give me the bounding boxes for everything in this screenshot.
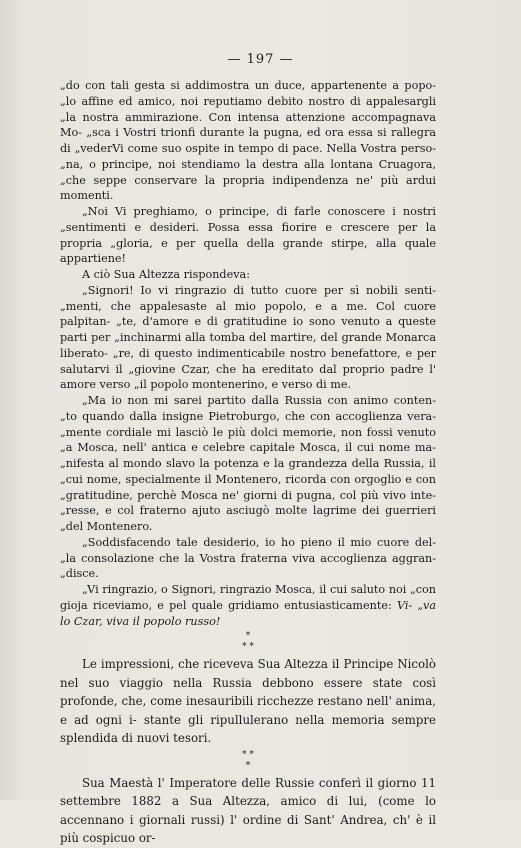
paragraph-7 [60,582,436,629]
body-text [60,78,436,848]
paragraph-7-italic: Vi- „va lo Czar, viva il popolo russo! [60,598,436,628]
asterism-2-bottom: * [245,760,251,771]
paragraph-2: „Noi Vi preghiamo, o principe, di farle conoscere i nostri „sentimenti e desideri. Possa essa fiorire e crescere per la propria „gloria, e per quella della grande stirpe, alla quale appartiene! [60,205,436,266]
paragraph-1: „do con tali gesta si addimostra un duce, appartenente a popo- „lo affine ed amico, noi reputiamo debito nostro di appalesargli „la nostra ammirazione. Con intensa attenzione accompagnava Mo- „sca i Vostri trionfi durante la pugna, ed ora essa si rallegra di „vederVi come suo ospite in tempo di pace. Nella Vostra perso- „na, o principe, noi stendiamo la destra alla lontana Cruagora, „che seppe conservare la propria indipendenza ne' più ardui momenti. [60,79,436,203]
paragraph-9: Sua Maestà l' Imperatore delle Russie conferì il giorno 11 settembre 1882 a Sua Altezza, amico di lui, (come lo accennano i giornali russi) l' ordine di Sant' Andrea, ch' è il più cospicuo or- [60,775,436,846]
asterism-1-bottom: * * [242,642,254,653]
asterism-1 [60,631,436,653]
paragraph-5: „Ma io non mi sarei partito dalla Russia con animo conten- „to quando dalla insigne Pietroburgo, che con accoglienza vera- „mente cordiale mi lasciò le più dolci memorie, non fossi venuto „a Mosca, nell' antica e celebre capitale Mosca, il cui nome ma- „nifesta al mondo slavo la potenza e la grandezza della Russia, il „cui nome, specialmente il Montenero, ricorda con orgoglio e con „gratitudine, perchè Mosca ne' giorni di pugna, col più vivo inte- „resse, e col fraterno ajuto asciugò molte lagrime dei guerrieri „del Montenero. [60,394,436,533]
asterism-2 [60,750,436,772]
paragraph-7-text: „Vi ringrazio, o Signori, ringrazio Mosca, il cui saluto noi „con gioja riceviamo, e pel quale gridiamo entusiasticamente: [60,583,436,612]
page-number: — 197 — [227,52,294,67]
paragraph-3: A ciò Sua Altezza rispondeva: [82,268,250,281]
paragraph-6: „Soddisfacendo tale desiderio, io ho pieno il mio cuore del- „la consolazione che la Vostra fraterna viva accoglienza aggran- „disce. [60,535,436,581]
paragraph-8: Le impressioni, che riceveva Sua Altezza il Principe Nicolò nel suo viaggio nella Russia debbono essere state così profonde, che, come inesauribili ricchezze restano nell' anima, e ad ogni i- stante gli ripullulerano nella memoria sempre splendida di nuovi tesori. [60,657,436,746]
asterism-2-top: * * [242,749,254,760]
paragraph-4: „Signori! Io vi ringrazio di tutto cuore per sì nobili senti- „menti, che appalesaste al mio popolo, e a me. Col cuore palpitan- „te, d'amore e di gratitudine io sono venuto a queste parti per „inchinarmi alla tomba del martire, del grande Monarca liberato- „re, di questo indimenticabile nostro benefattore, e per salutarvi il „giovine Czar, che ha ereditato dal proprio padre l' amore verso „il popolo montenerino, e verso di me. [60,283,436,392]
asterism-1-top: * [245,631,251,642]
